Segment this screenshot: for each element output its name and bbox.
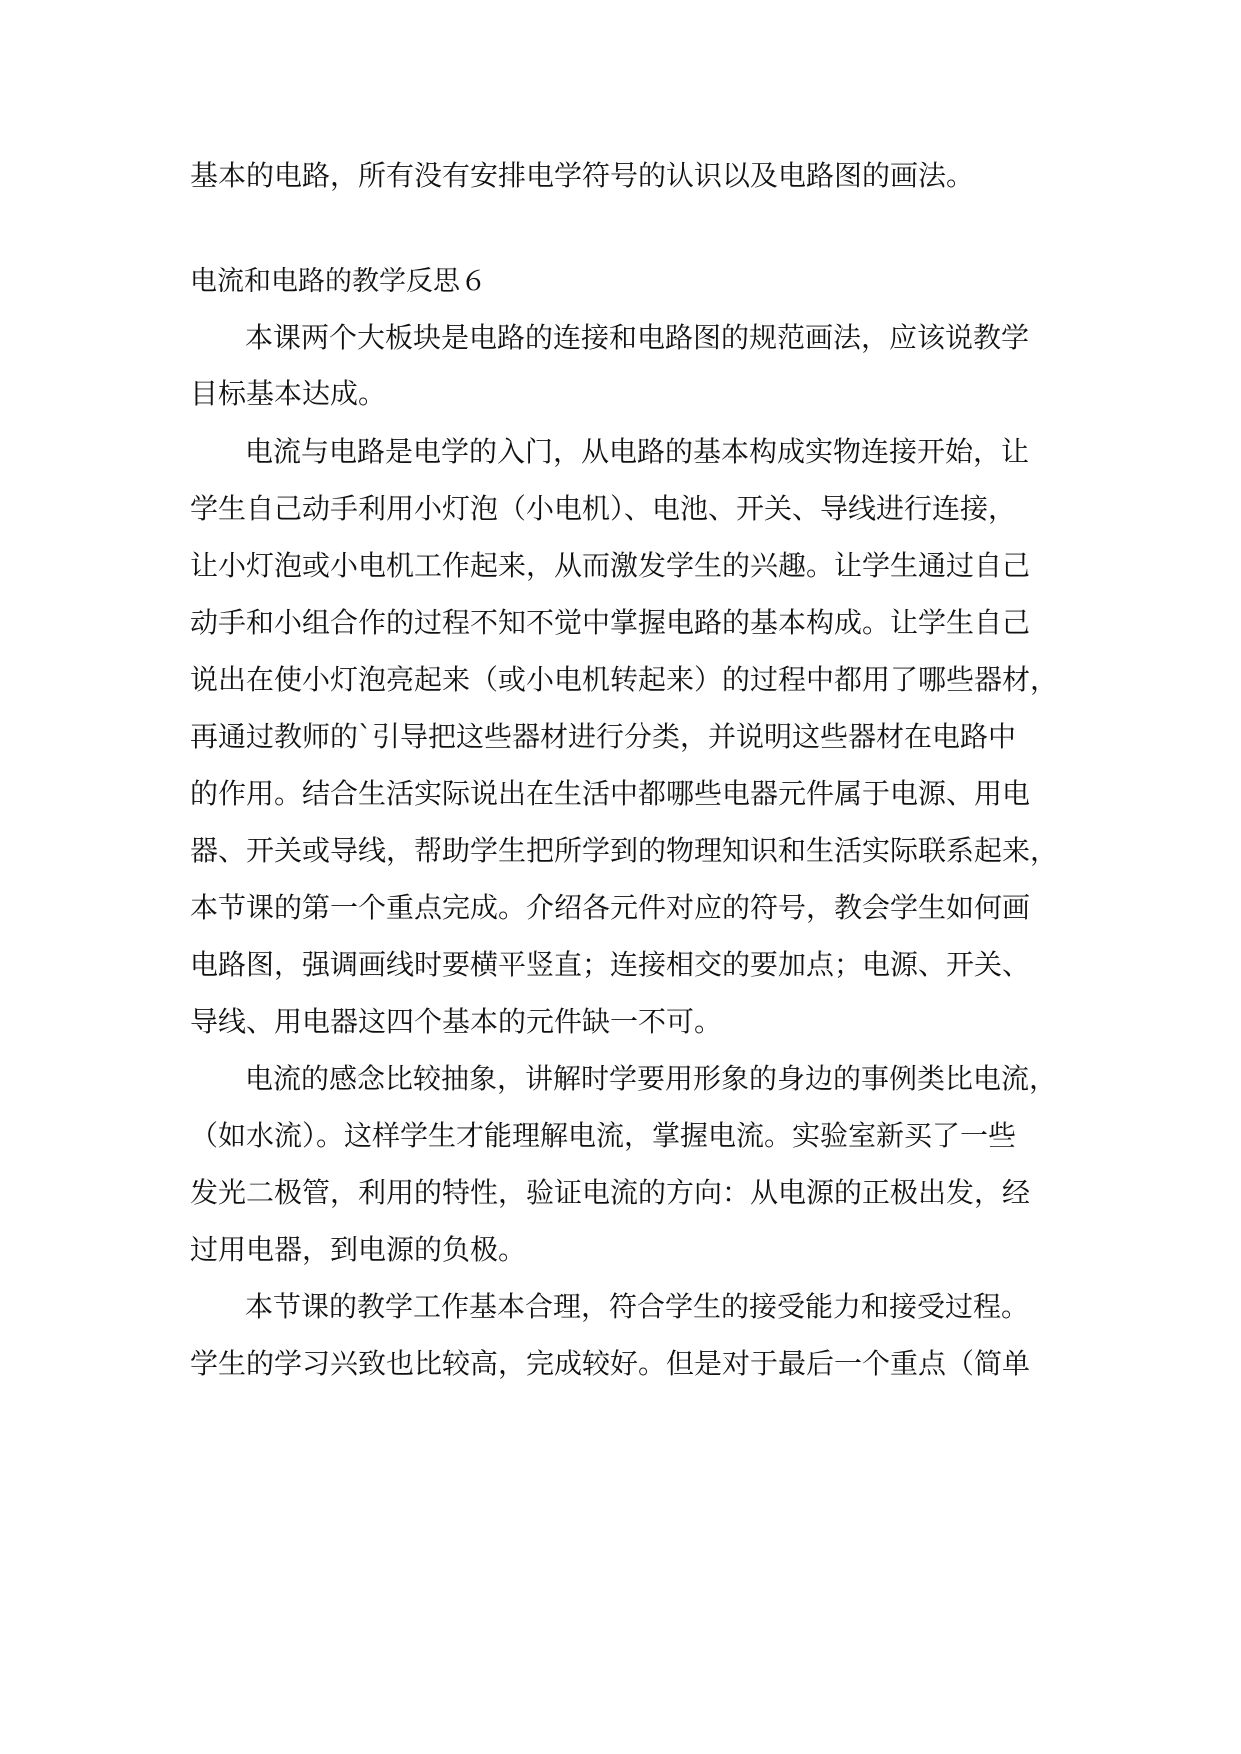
paragraph-line: 过用电器，到电源的负极。 (190, 1233, 527, 1266)
paragraph-line: 再通过教师的`引导把这些器材进行分类，并说明这些器材在电路中 (190, 720, 1017, 753)
paragraph-line: 发光二极管，利用的特性，验证电流的方向：从电源的正极出发，经 (190, 1176, 1031, 1209)
paragraph-line: 本节课的第一个重点完成。介绍各元件对应的符号，教会学生如何画 (190, 891, 1031, 924)
paragraph-line: 电路图，强调画线时要横平竖直；连接相交的要加点；电源、开关、 (190, 948, 1031, 981)
paragraph-line: 基本的电路，所有没有安排电学符号的认识以及电路图的画法。 (190, 159, 975, 192)
paragraph-line: 电流的感念比较抽象，讲解时学要用形象的身边的事例类比电流， (245, 1062, 1058, 1095)
paragraph-line: 电流与电路是电学的入门，从电路的基本构成实物连接开始，让 (245, 435, 1030, 468)
paragraph-line: 让小灯泡或小电机工作起来，从而激发学生的兴趣。让学生通过自己 (190, 549, 1031, 582)
paragraph-line: 本节课的教学工作基本合理，符合学生的接受能力和接受过程。 (245, 1290, 1030, 1323)
paragraph-line: 器、开关或导线，帮助学生把所学到的物理知识和生活实际联系起来， (190, 834, 1059, 867)
paragraph-line: （如水流）。这样学生才能理解电流，掌握电流。实验室新买了一些 (190, 1119, 1017, 1152)
paragraph-line: 的作用。结合生活实际说出在生活中都哪些电器元件属于电源、用电 (190, 777, 1031, 810)
paragraph-line: 目标基本达成。 (190, 377, 387, 410)
paragraph-line: 本课两个大板块是电路的连接和电路图的规范画法，应该说教学 (245, 321, 1030, 354)
paragraph-line: 学生的学习兴致也比较高，完成较好。但是对于最后一个重点（简单 (190, 1347, 1031, 1380)
paragraph-line: 说出在使小灯泡亮起来（或小电机转起来）的过程中都用了哪些器材， (190, 663, 1059, 696)
section-heading: 电流和电路的教学反思６ (190, 266, 487, 297)
paragraph-line: 动手和小组合作的过程不知不觉中掌握电路的基本构成。让学生自己 (190, 606, 1031, 639)
paragraph-line: 导线、用电器这四个基本的元件缺一不可。 (190, 1005, 723, 1038)
paragraph-line: 学生自己动手利用小灯泡（小电机）、电池、开关、导线进行连接， (190, 492, 1017, 525)
